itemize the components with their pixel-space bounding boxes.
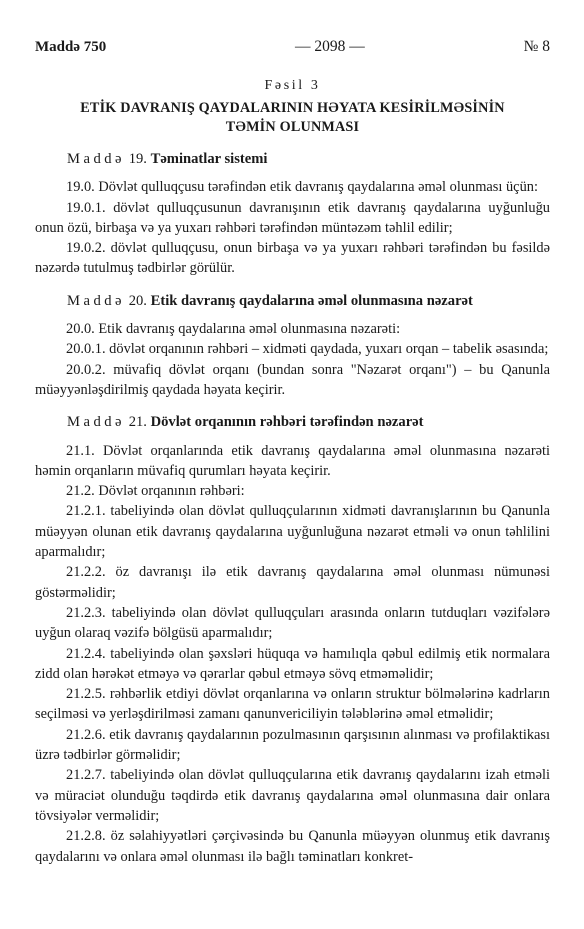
paragraph: 21.2.8. öz səlahiyyətləri çərçivəsində bu Qanunla müəyyən olunmuş etik davranış qaydalarını və onlara əməl olunması ilə bağlı təminatları konkret- (35, 828, 550, 865)
paragraph: 20.0.2. müvafiq dövlət orqanı (bundan sonra "Nəzarət orqanı") – bu Qanunla müəyyənləşdirilmiş qaydada həyata keçirir. (35, 361, 550, 398)
article-word: Maddə (67, 292, 126, 309)
chapter-label: Fəsil 3 (264, 78, 321, 93)
paragraph: 21.2.6. etik davranış qaydalarının pozulmasının qarşısının alınması və profilaktikası üzrə tədbirlər görməlidir; (35, 726, 550, 764)
article-number: 21. (128, 414, 147, 431)
paragraph: 20.0.1. dövlət orqanının rəhbəri – xidməti qaydada, yuxarı orqan – tabelik əsasında; (66, 341, 549, 358)
paragraph: 21.2.7. tabeliyində olan dövlət qulluqçularına etik davranış qaydalarını izah etməli və müraciət olunduğu təqdirdə etik davranış qaydalarına əməl olunmasına dair onlara tövsiyələr verməlidir; (35, 767, 550, 824)
paragraph: 19.0.1. dövlət qulluqçusunun davranışının etik davranış qaydalarına uyğunluğu onun özü, birbaşa və ya yuxarı rəhbəri tərəfindən müntəzəm təhlil edilir; (35, 199, 550, 236)
chapter-title-line-2: TƏMİN OLUNMASI (225, 119, 360, 135)
article-heading (35, 412, 550, 432)
header-article-number: Maddə 750 (35, 39, 107, 55)
header-issue-number: № 8 (523, 38, 550, 55)
article-number: 20. (128, 292, 147, 309)
paragraph: 21.2. Dövlət orqanının rəhbəri: (66, 483, 245, 500)
article-title: Təminatlar sistemi (150, 151, 268, 167)
article-title: Etik davranış qaydalarına əməl olunmasına nəzarət (150, 292, 473, 309)
article-title: Dövlət orqanının rəhbəri tərəfindən nəzarət (150, 414, 424, 431)
article-word: Maddə (67, 414, 126, 431)
paragraph: 21.2.4. tabeliyində olan şəxsləri hüquqa və hamılıqla qəbul edilmiş etik normalara zidd olan hərəkət etməyə və qərarlar qəbul etməyə sövq etməməlidir; (35, 645, 550, 682)
paragraph: 21.2.1. tabeliyində olan dövlət qulluqçularının xidməti davranışlarının bu Qanunla müəyyən olunan etik davranış qaydalarına uyğunluğuna nəzarət etməli və onun təhlilini aparmalıdır; (35, 503, 550, 561)
article-heading (35, 291, 550, 311)
paragraph: 21.2.3. tabeliyində olan dövlət qulluqçuları arasında onların tutduqları vəzifələrə uyğun olaraq vəzifə bölgüsü aparmalıdır; (35, 604, 550, 642)
chapter-title-line-1: ETİK DAVRANIŞ QAYDALARININ HƏYATA KESİRİLMƏSİNİN (80, 100, 505, 116)
chapter-title (35, 99, 550, 137)
paragraph: 19.0.2. dövlət qulluqçusu, onun birbaşa və ya yuxarı rəhbəri tərəfindən bu fəsildə nəzərdə tutulmuş tədbirlər görülür. (35, 240, 550, 277)
paragraph: 21.1. Dövlət orqanlarında etik davranış qaydalarına əməl olunmasına nəzarəti həmin orqanların müvafiq qurumları həyata keçirir. (35, 442, 550, 479)
paragraph: 19.0. Dövlət qulluqçusu tərəfindən etik davranış qaydalarına əməl olunması üçün: (66, 179, 538, 196)
paragraph: 21.2.5. rəhbərlik etdiyi dövlət orqanlarına və onların struktur bölmələrinə kadrların seçilməsi və yerləşdirilməsi zamanı qanunvericiliyin tələblərinə əməl etməlidir; (35, 686, 550, 723)
paragraph: 21.2.2. öz davranışı ilə etik davranış qaydalarına əməl olunması nümunəsi göstərməlidir; (35, 564, 550, 601)
article-word: Maddə (67, 151, 126, 167)
page-header (35, 37, 550, 61)
article-heading (35, 149, 550, 169)
article-number: 19. (128, 151, 147, 167)
paragraph: 20.0. Etik davranış qaydalarına əməl olunmasına nəzarəti: (66, 321, 401, 338)
header-page-number: — 2098 — (295, 38, 365, 55)
